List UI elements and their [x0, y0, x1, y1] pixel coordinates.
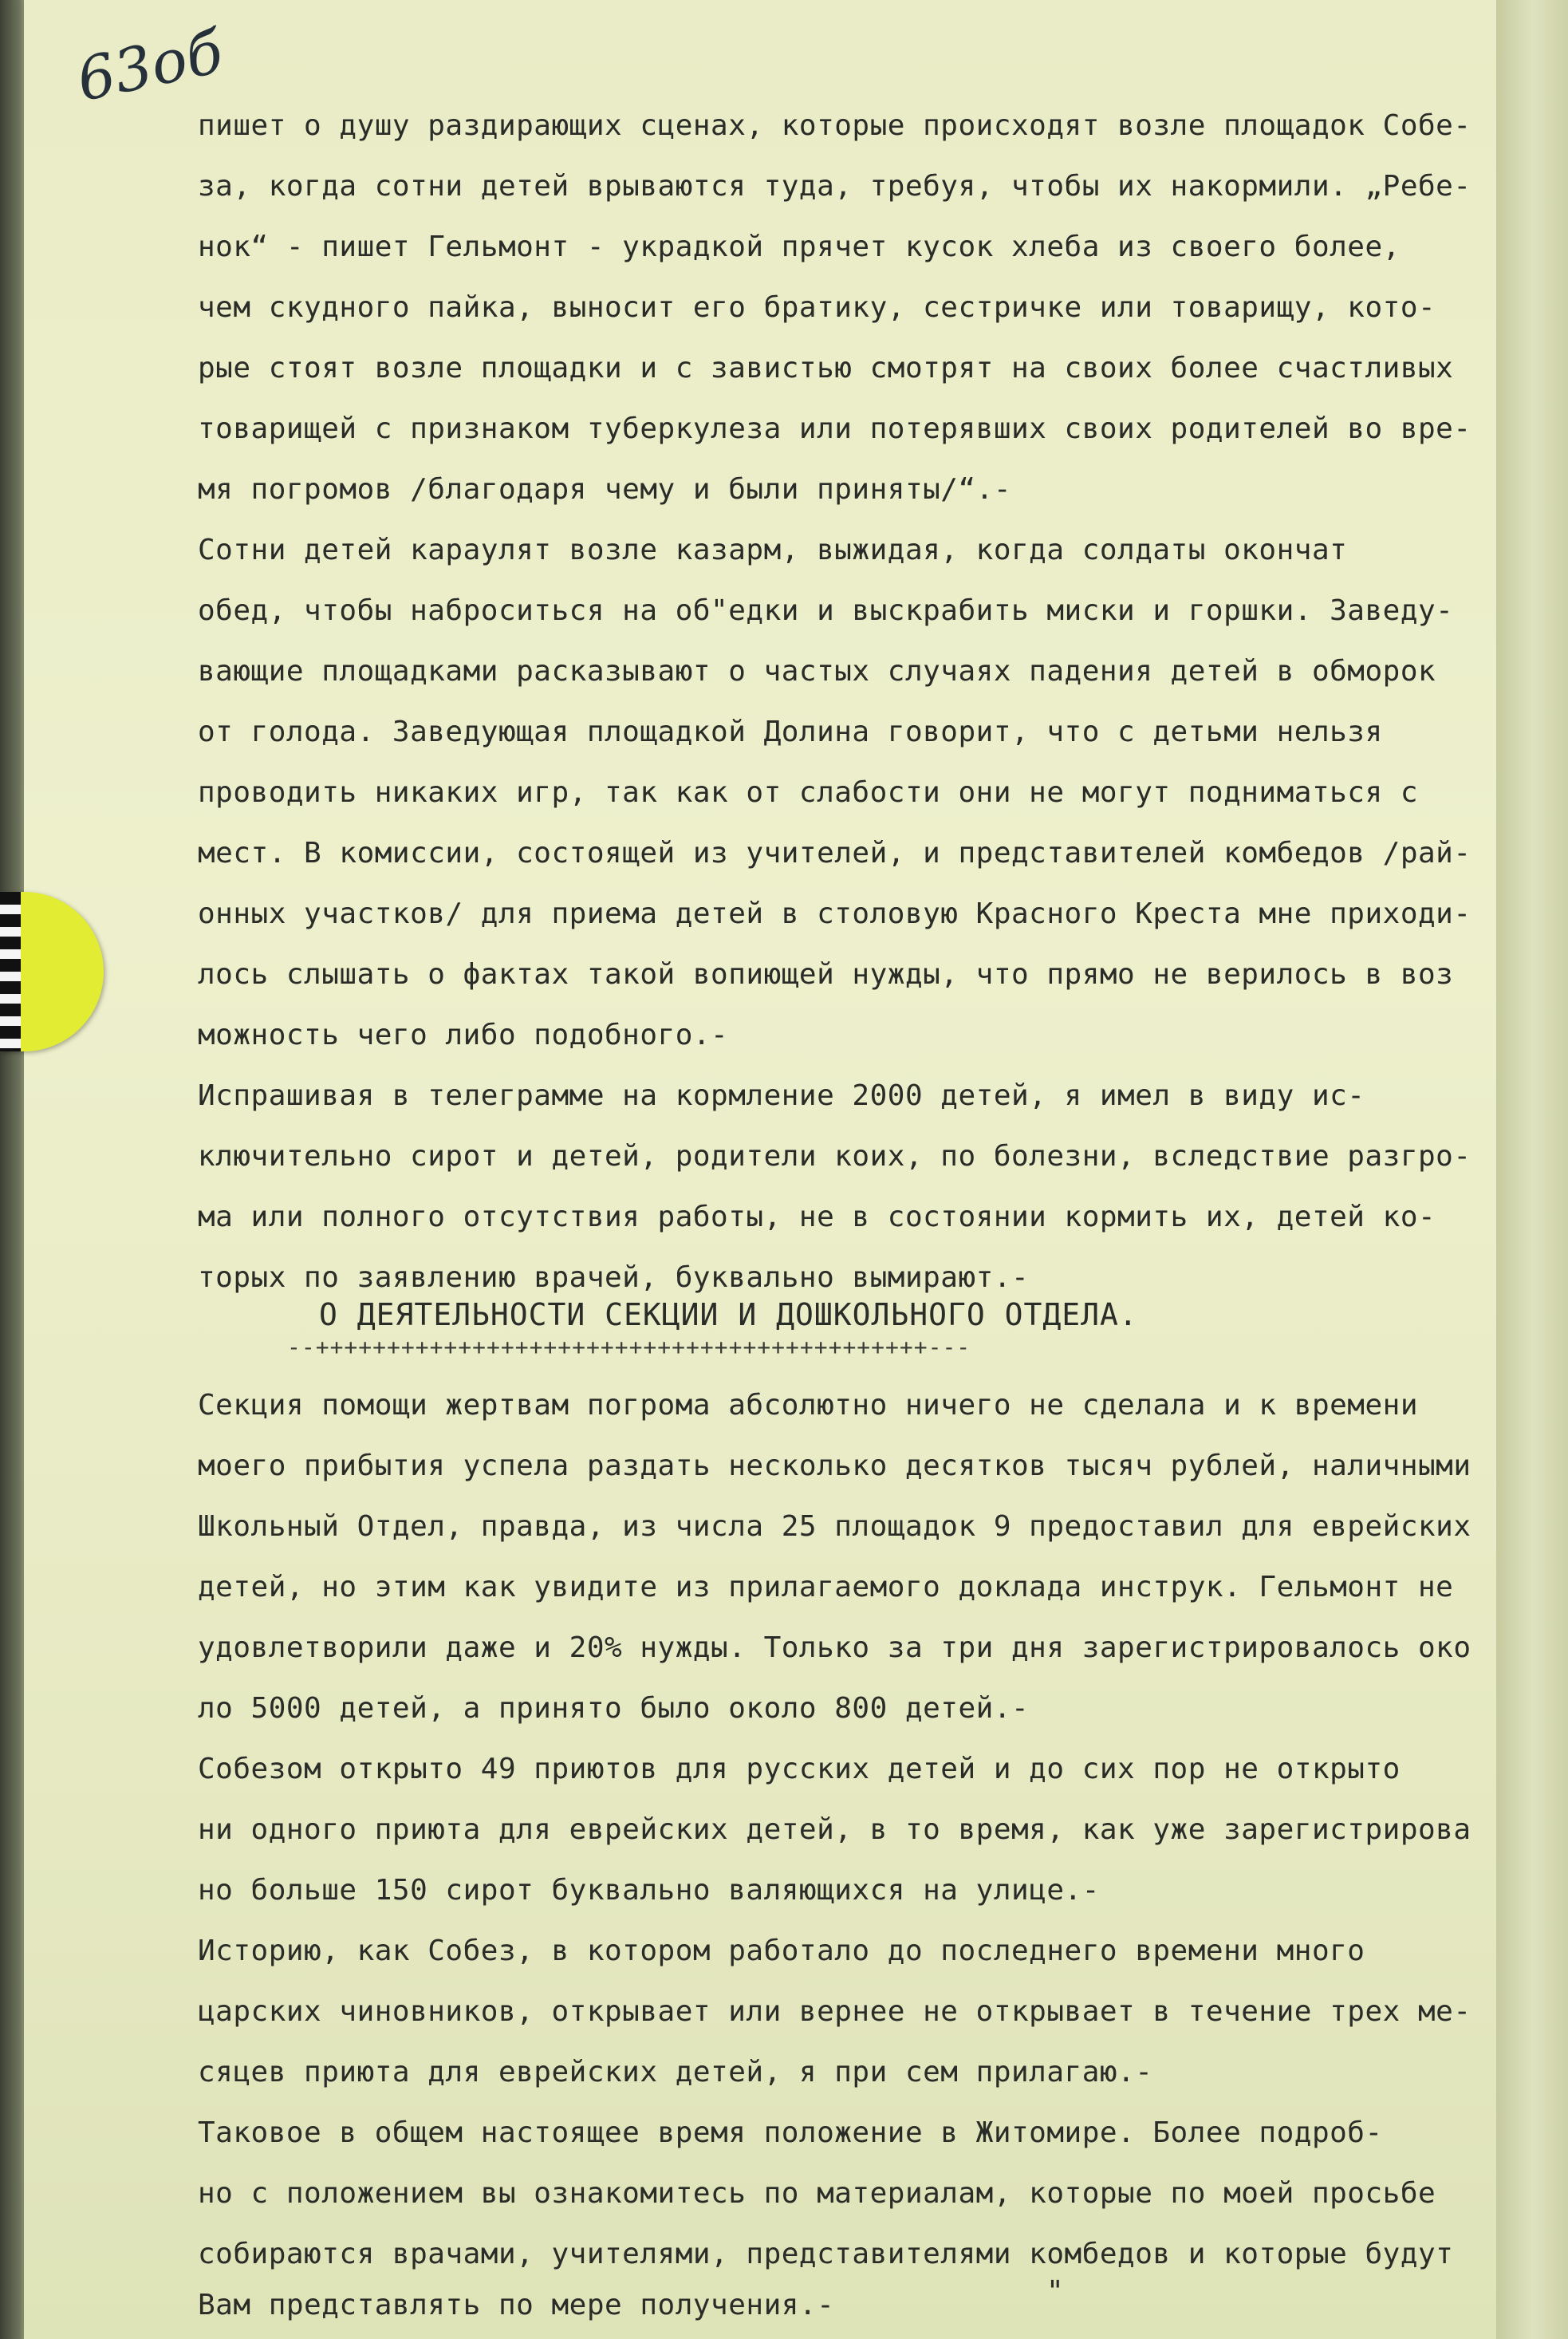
text-line: торых по заявлению врачей, буквально вымирают.- [198, 1261, 1030, 1294]
text-line: собираются врачами, учителями, представителями комбедов и которые будут [198, 2238, 1454, 2270]
text-line: но больше 150 сирот буквально валяющихся на улице.- [198, 1874, 1100, 1907]
text-line: Секция помощи жертвам погрома абсолютно ничего не сделала и к времени [198, 1389, 1418, 1422]
text-line: можность чего либо подобного.- [198, 1019, 729, 1051]
text-line: Таковое в общем настоящее время положение в Житомире. Более подроб- [198, 2116, 1383, 2149]
text-line: удовлетворили даже и 20% нужды. Только за три дня зарегистрировалось око [198, 1631, 1471, 1664]
film-stripe [0, 892, 21, 1051]
text-line: вающие площадками расказывают о частых случаях падения детей в обморок [198, 655, 1436, 688]
text-line: ключительно сирот и детей, родители коих, по болезни, вследствие разгро- [198, 1140, 1471, 1173]
section-heading: О ДЕЯТЕЛЬНОСТИ СЕКЦИИ И ДОШКОЛЬНОГО ОТДЕЛА. [319, 1297, 1138, 1332]
heading-underline: --+++++++++++++++++++++++++++++++++++++++++++--- [287, 1334, 971, 1360]
text-line: сяцев приюта для еврейских детей, я при сем прилагаю.- [198, 2056, 1153, 2089]
text-line: рые стоят возле площадки и с завистью смотрят на своих более счастливых [198, 352, 1454, 385]
text-line: ни одного приюта для еврейских детей, в то время, как уже зарегистрирова [198, 1813, 1471, 1846]
text-line: Вам представлять по мере получения.- [198, 2289, 835, 2321]
text-line: лось слышать о фактах такой вопиющей нужды, что прямо не верилось в воз [198, 958, 1454, 991]
text-line: детей, но этим как увидите из прилагаемого доклада инструк. Гельмонт не [198, 1571, 1454, 1603]
text-line: Сотни детей караулят возле казарм, выжидая, когда солдаты окончат [198, 534, 1348, 566]
text-line: обед, чтобы наброситься на об"едки и выскрабить миски и горшки. Заведу- [198, 594, 1454, 627]
text-line: Испрашивая в телеграмме на кормление 2000 детей, я имел в виду ис- [198, 1079, 1365, 1112]
text-line: онных участков/ для приема детей в столовую Красного Креста мне приходи- [198, 897, 1471, 930]
text-line: ма или полного отсутствия работы, не в состоянии кормить их, детей ко- [198, 1201, 1436, 1233]
text-line: Школьный Отдел, правда, из числа 25 площадок 9 предоставил для еврейских [198, 1510, 1471, 1543]
text-line: ло 5000 детей, а принято было около 800 детей.- [198, 1692, 1030, 1725]
handwritten-archive-number: 63об [71, 17, 229, 116]
text-line: от голода. Заведующая площадкой Долина говорит, что с детьми нельзя [198, 716, 1383, 748]
text-line: за, когда сотни детей врываются туда, требуя, чтобы их накормили. „Ребе- [198, 170, 1471, 203]
text-line: Историю, как Собез, в котором работало до последнего времени много [198, 1935, 1365, 1967]
page-right-edge [1496, 0, 1568, 2339]
text-line: мест. В комиссии, состоящей из учителей, и представителей комбедов /рай- [198, 837, 1471, 870]
text-line: товарищей с признаком туберкулеза или потерявших своих родителей во вре- [198, 412, 1471, 445]
text-line: нок“ - пишет Гельмонт - украдкой прячет кусок хлеба из своего более, [198, 231, 1401, 263]
text-line: Собезом открыто 49 приютов для русских детей и до сих пор не открыто [198, 1753, 1401, 1785]
text-line: пишет о душу раздирающих сценах, которые происходят возле площадок Собе- [198, 109, 1471, 142]
text-line: царских чиновников, открывает или вернее не открывает в течение трех ме- [198, 1995, 1471, 2028]
text-line: моего прибытия успела раздать несколько десятков тысяч рублей, наличными [198, 1450, 1471, 1482]
text-line: проводить никаких игр, так как от слабости они не могут подниматься с [198, 776, 1418, 809]
text-line: чем скудного пайка, выносит его братику, сестричке или товарищу, кото- [198, 291, 1436, 324]
text-line: мя погромов /благодаря чему и были приняты/“.- [198, 473, 1011, 506]
text-line: но с положением вы ознакомитесь по материалам, которые по моей просьбе [198, 2177, 1436, 2210]
stray-quote-mark: " [1046, 2275, 1064, 2308]
